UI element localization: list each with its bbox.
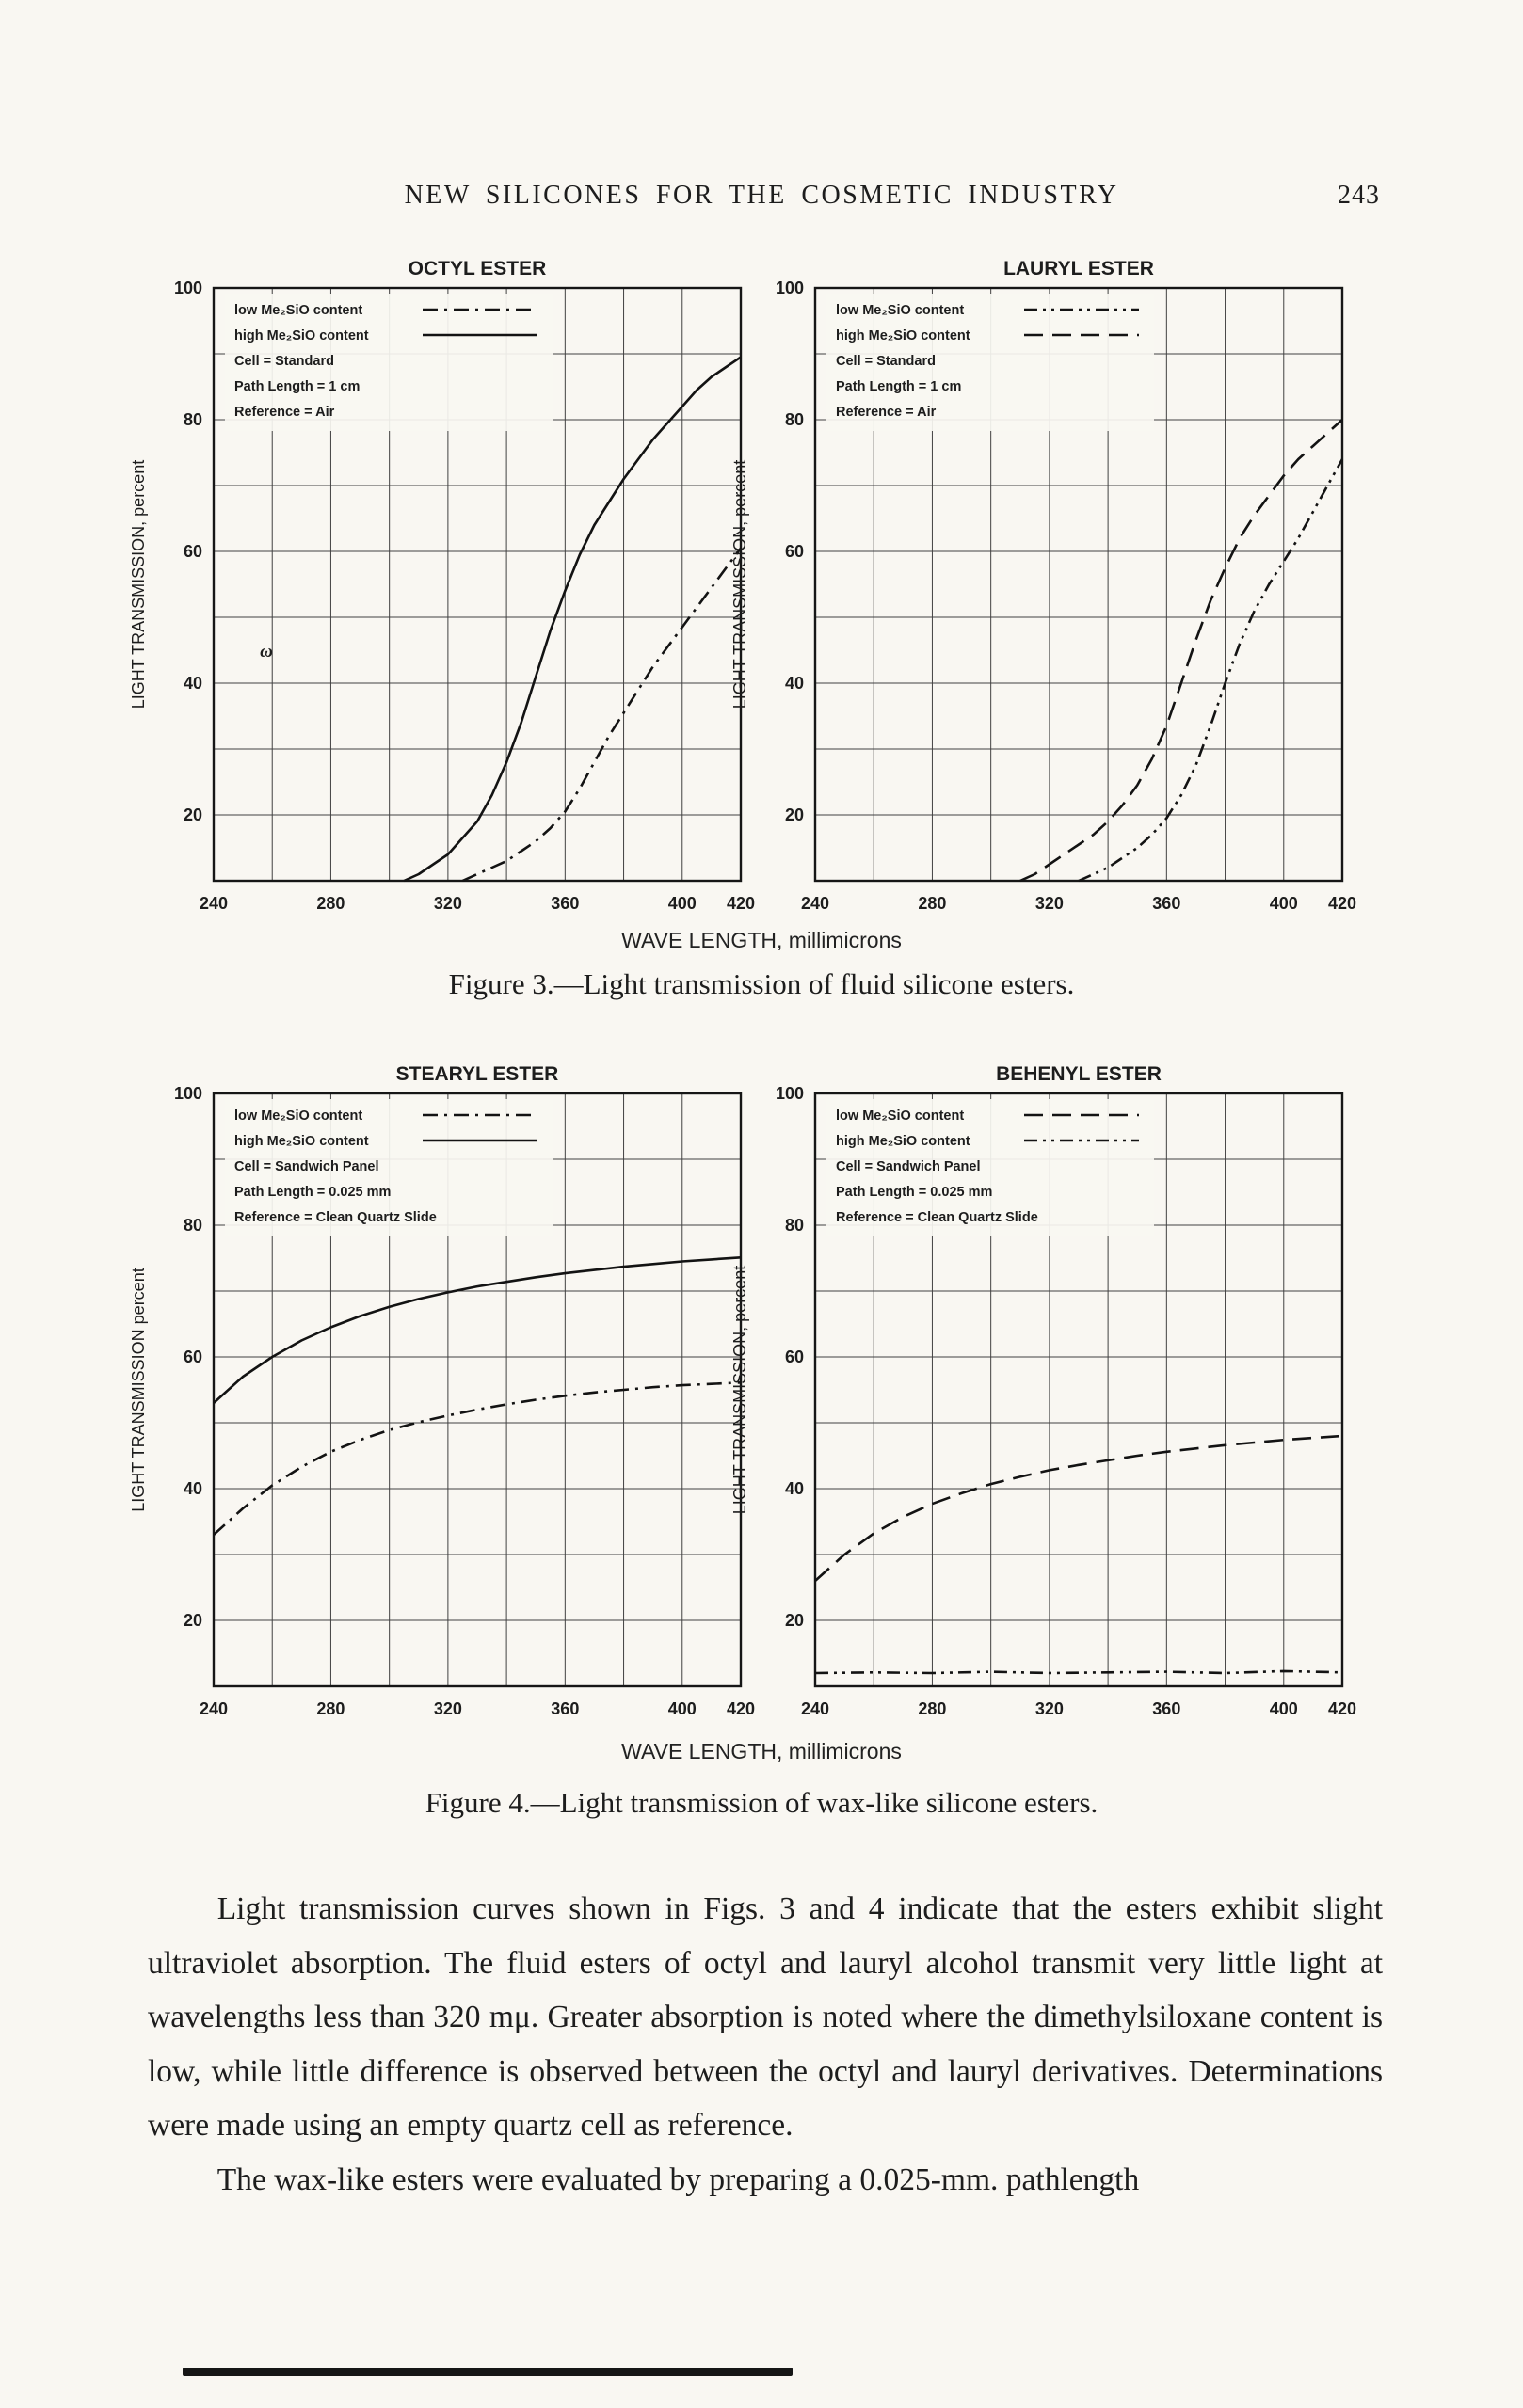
svg-text:280: 280 bbox=[316, 1699, 345, 1718]
svg-text:40: 40 bbox=[784, 674, 804, 693]
annotation: ω bbox=[260, 642, 273, 662]
legend-label: high Me₂SiO content bbox=[836, 1134, 970, 1149]
legend-label: Cell = Sandwich Panel bbox=[234, 1159, 379, 1174]
paragraph-2: The wax-like esters were evaluated by preparing a 0.025-mm. pathlength bbox=[216, 2162, 1140, 2198]
x-tick-labels bbox=[200, 1699, 755, 1718]
svg-text:40: 40 bbox=[183, 1479, 202, 1498]
y-tick-labels bbox=[174, 1084, 202, 1630]
svg-text:280: 280 bbox=[918, 894, 947, 913]
svg-text:240: 240 bbox=[800, 1699, 830, 1718]
series-line-high-me2sio bbox=[1020, 420, 1342, 881]
legend-label: low Me₂SiO content bbox=[836, 1108, 965, 1124]
svg-text:320: 320 bbox=[1034, 1699, 1064, 1718]
series-line-high-me2sio bbox=[214, 1257, 741, 1403]
legend-label: high Me₂SiO content bbox=[234, 328, 369, 343]
chart-lauryl-ester bbox=[721, 247, 1371, 943]
y-axis-label: LIGHT TRANSMISSION, percent bbox=[730, 459, 749, 710]
series-line-low-me2sio bbox=[214, 1382, 741, 1535]
svg-text:80: 80 bbox=[183, 1216, 202, 1235]
chart-title: BEHENYL ESTER bbox=[996, 1063, 1162, 1085]
svg-text:20: 20 bbox=[183, 1611, 202, 1630]
svg-text:20: 20 bbox=[784, 805, 804, 824]
svg-text:400: 400 bbox=[667, 1699, 697, 1718]
legend-label: low Me₂SiO content bbox=[836, 303, 965, 318]
figure3-caption: Figure 3.—Light transmission of fluid silicone esters. bbox=[448, 967, 1075, 1000]
svg-text:100: 100 bbox=[173, 279, 202, 297]
series-line-low-me2sio bbox=[1079, 459, 1342, 881]
x-tick-labels bbox=[801, 1699, 1356, 1718]
svg-text:60: 60 bbox=[784, 1348, 804, 1366]
x-tick-labels bbox=[200, 894, 755, 913]
legend-label: Path Length = 0.025 mm bbox=[836, 1185, 993, 1200]
svg-text:320: 320 bbox=[433, 894, 462, 913]
svg-text:420: 420 bbox=[726, 894, 756, 913]
paragraph-1: Light transmission curves shown in Figs. 3 and 4 indicate that the esters exhibit slight ultraviolet absorption. The fluid esters of octyl and lauryl alcohol transmit very little light at wavelengths less than 320 mμ. Greater absorption is noted where the dimethylsiloxane content is low, while little difference is observed between the octyl and lauryl derivatives. Determinations were made using an empty quartz cell as reference. bbox=[148, 1891, 1383, 2144]
svg-text:420: 420 bbox=[726, 1699, 756, 1718]
chart-svg-lauryl-ester bbox=[721, 247, 1371, 943]
svg-text:400: 400 bbox=[1269, 894, 1298, 913]
series-line-low-me2sio bbox=[815, 1436, 1342, 1581]
svg-text:40: 40 bbox=[784, 1479, 804, 1498]
chart-svg-behenyl-ester bbox=[721, 1052, 1371, 1748]
svg-text:420: 420 bbox=[1327, 1699, 1357, 1718]
legend-label: Reference = Air bbox=[836, 405, 937, 420]
legend-label: Path Length = 0.025 mm bbox=[234, 1185, 392, 1200]
svg-text:320: 320 bbox=[1034, 894, 1064, 913]
svg-text:100: 100 bbox=[775, 1084, 804, 1103]
y-axis-label: LIGHT TRANSMISSION, percent bbox=[129, 459, 148, 710]
chart-title: OCTYL ESTER bbox=[408, 258, 547, 279]
y-tick-labels bbox=[174, 279, 202, 824]
chart-svg-octyl-ester bbox=[120, 247, 769, 943]
chart-octyl-ester bbox=[120, 247, 769, 943]
page-number: 243 bbox=[1338, 181, 1380, 210]
series-line-low-me2sio bbox=[462, 549, 741, 882]
svg-text:80: 80 bbox=[784, 1216, 804, 1235]
series-line-high-me2sio bbox=[815, 1671, 1342, 1673]
svg-text:80: 80 bbox=[183, 410, 202, 429]
legend-label: low Me₂SiO content bbox=[234, 1108, 363, 1124]
y-tick-labels bbox=[776, 279, 804, 824]
figure3-xaxis-label: WAVE LENGTH, millimicrons bbox=[621, 928, 902, 952]
x-tick-labels bbox=[801, 894, 1356, 913]
legend-label: Path Length = 1 cm bbox=[836, 379, 962, 394]
svg-text:80: 80 bbox=[784, 410, 804, 429]
svg-text:360: 360 bbox=[1152, 894, 1181, 913]
svg-text:400: 400 bbox=[1269, 1699, 1298, 1718]
legend-label: Cell = Sandwich Panel bbox=[836, 1159, 981, 1174]
y-axis-label: LIGHT TRANSMISSION percent bbox=[129, 1268, 148, 1512]
figure4-xaxis-label: WAVE LENGTH, millimicrons bbox=[621, 1739, 902, 1763]
figure4-caption: Figure 4.—Light transmission of wax-like silicone esters. bbox=[425, 1786, 1098, 1819]
svg-text:60: 60 bbox=[784, 542, 804, 561]
legend-label: high Me₂SiO content bbox=[234, 1134, 369, 1149]
chart-title: STEARYL ESTER bbox=[395, 1063, 559, 1085]
body-text bbox=[148, 1882, 1383, 2208]
svg-text:280: 280 bbox=[316, 894, 345, 913]
svg-text:280: 280 bbox=[918, 1699, 947, 1718]
chart-svg-stearyl-ester bbox=[120, 1052, 769, 1748]
svg-text:40: 40 bbox=[183, 674, 202, 693]
legend-label: Cell = Standard bbox=[234, 354, 334, 369]
legend-label: Reference = Air bbox=[234, 405, 335, 420]
legend-label: Reference = Clean Quartz Slide bbox=[234, 1210, 437, 1225]
header-title: NEW SILICONES FOR THE COSMETIC INDUSTRY bbox=[404, 181, 1119, 210]
svg-text:420: 420 bbox=[1327, 894, 1357, 913]
legend-label: Cell = Standard bbox=[836, 354, 936, 369]
chart-title: LAURYL ESTER bbox=[1003, 258, 1154, 279]
legend-label: high Me₂SiO content bbox=[836, 328, 970, 343]
chart-behenyl-ester bbox=[721, 1052, 1371, 1748]
svg-text:240: 240 bbox=[800, 894, 830, 913]
y-tick-labels bbox=[776, 1084, 804, 1630]
svg-text:400: 400 bbox=[667, 894, 697, 913]
svg-text:20: 20 bbox=[183, 805, 202, 824]
svg-text:360: 360 bbox=[551, 894, 580, 913]
chart-stearyl-ester bbox=[120, 1052, 769, 1748]
y-axis-label: LIGHT TRANSMISSION, percent bbox=[730, 1265, 749, 1515]
legend-label: Reference = Clean Quartz Slide bbox=[836, 1210, 1038, 1225]
svg-text:60: 60 bbox=[183, 1348, 202, 1366]
svg-text:100: 100 bbox=[173, 1084, 202, 1103]
legend-label: Path Length = 1 cm bbox=[234, 379, 361, 394]
scan-artifact-line bbox=[183, 2368, 793, 2376]
svg-text:240: 240 bbox=[199, 894, 229, 913]
svg-text:60: 60 bbox=[183, 542, 202, 561]
svg-text:360: 360 bbox=[1152, 1699, 1181, 1718]
svg-text:20: 20 bbox=[784, 1611, 804, 1630]
legend-label: low Me₂SiO content bbox=[234, 303, 363, 318]
svg-text:100: 100 bbox=[775, 279, 804, 297]
svg-text:360: 360 bbox=[551, 1699, 580, 1718]
svg-text:240: 240 bbox=[199, 1699, 229, 1718]
svg-text:320: 320 bbox=[433, 1699, 462, 1718]
running-header bbox=[0, 181, 1523, 211]
